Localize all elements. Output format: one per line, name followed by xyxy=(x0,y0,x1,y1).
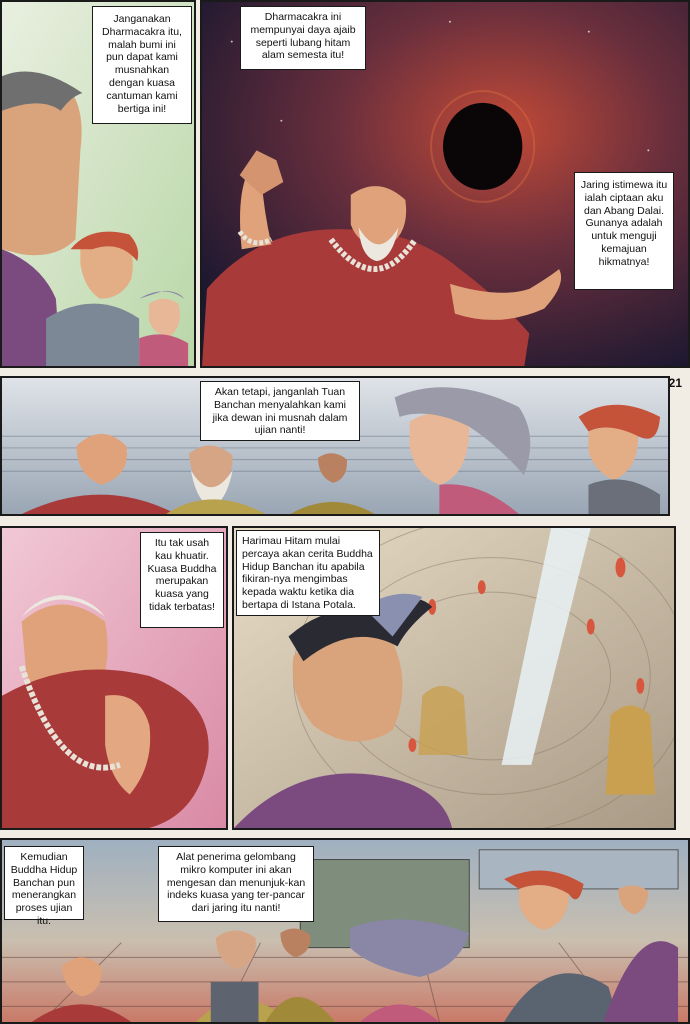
caption-box-6 xyxy=(236,530,380,616)
caption-box-7 xyxy=(4,846,84,927)
bubble-2-text: Dharmacakra ini mempunyai daya ajaib seperti lubang hitam alam semesta itu! xyxy=(250,11,356,62)
speech-bubble-5 xyxy=(140,532,224,628)
black-hole xyxy=(443,103,522,190)
caption-6-text: Harimau Hitam mulai percaya akan cerita Buddha Hidup Banchan itu apabila fikiran-nya mengimbas kepada waktu ketika dia bertapa di Istana Potala. xyxy=(242,535,373,611)
bubble-3-text: Jaring istimewa itu ialah ciptaan aku dan Abang Dalai. Gunanya adalah untuk menguji kemajuan hikmatnya! xyxy=(580,179,668,268)
speech-bubble-3 xyxy=(574,172,674,290)
speech-bubble-2 xyxy=(240,6,366,70)
panel-6-art xyxy=(2,840,688,1022)
bubble-8-text: Alat penerima gelombang mikro komputer ini akan mengesan dan menunjuk-kan indeks kuasa yang ter-pancar dari jaring itu nanti! xyxy=(166,851,306,915)
bubble-4-text: Akan tetapi, janganlah Tuan Banchan menyalahkan kami jika dewan ini musnah dalam ujian nanti! xyxy=(212,386,348,437)
panel-6 xyxy=(0,838,690,1024)
speech-bubble-8 xyxy=(158,846,314,922)
speech-bubble-1 xyxy=(92,6,192,124)
page-number: 21 xyxy=(668,376,682,390)
caption-7-text: Kemudian Buddha Hidup Banchan pun menerangkan proses ujian itu. xyxy=(10,851,78,927)
bubble-5-text: Itu tak usah kau khuatir. Kuasa Buddha merupakan kuasa yang tidak terbatas! xyxy=(147,537,217,613)
bubble-1-text: Janganakan Dharmacakra itu, malah bumi ini pun dapat kami musnahkan dengan kuasa cantuman kami bertiga ini! xyxy=(102,13,182,115)
speech-bubble-4 xyxy=(200,381,360,441)
